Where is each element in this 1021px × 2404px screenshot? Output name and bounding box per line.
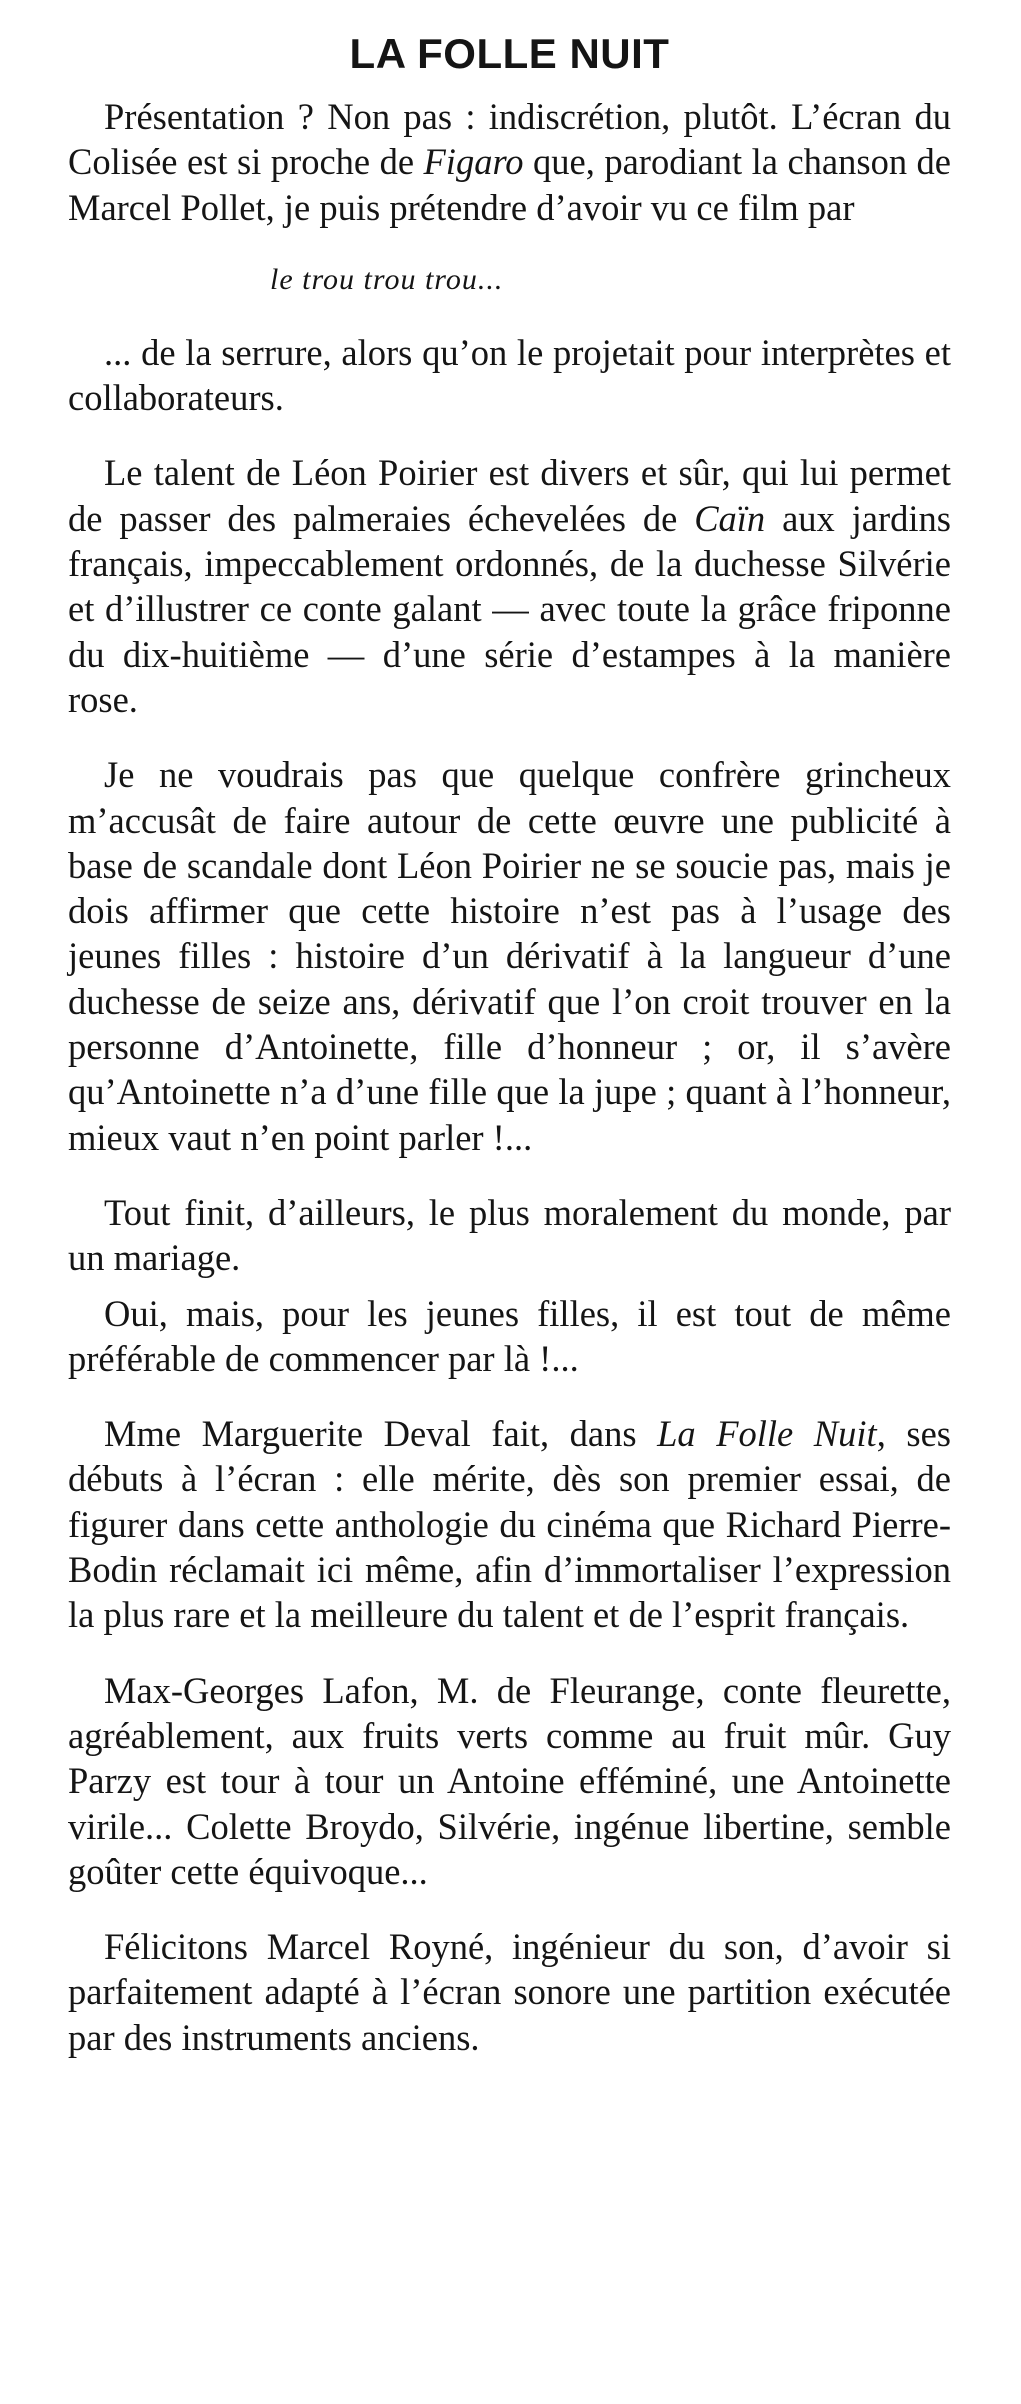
- paragraph-jeunes-filles: Oui, mais, pour les jeunes filles, il est tout de même préférable de commencer par là !...: [68, 1292, 951, 1379]
- paragraph-deval: Mme Marguerite Deval fait, dans La Folle Nuit, ses débuts à l’écran : elle mérite, dès son premier essai, de figurer dans cette anthologie du cinéma que Richard Pierre-Bodin réclamait ici même, afin d’immortaliser l’expression la plus rare et la meilleure du talent et de l’esprit français.: [68, 1413, 951, 1636]
- song-verse: le trou trou trou...: [270, 262, 504, 296]
- paragraph-confrere: Je ne voudrais pas que quelque confrère grincheux m’accusât de faire autour de cette œuvre une publicité à base de scandale dont Léon Poirier ne se soucie pas, mais je dois affirmer que cette histoire n’est pas à l’usage des jeunes filles : histoire d’un dérivatif à la langueur d’une duchesse de seize ans, dérivatif que l’on croit trouver en la personne d’Antoinette, fille d’honneur ; or, il s’avère qu’Antoinette n’a d’une fille que la jupe ; quant à l’honneur, mieux vaut n’en point parler !...: [68, 754, 951, 1158]
- paragraph-talent: Le talent de Léon Poirier est divers et sûr, qui lui permet de passer des palmeraies échevelées de Caïn aux jardins français, impeccablement ordonnés, de la duchesse Silvérie et d’illustrer ce conte galant — avec toute la grâce friponne du dix-huitième — d’une série d’estampes à la manière rose.: [68, 452, 951, 720]
- paragraph-serrure: ... de la serrure, alors qu’on le projetait pour interprètes et collaborateurs.: [68, 331, 951, 419]
- paragraph-mariage: Tout finit, d’ailleurs, le plus moralement du monde, par un mariage.: [68, 1191, 951, 1279]
- article-title: LA FOLLE NUIT: [349, 30, 670, 77]
- paragraph-royne: Félicitons Marcel Royné, ingénieur du son, d’avoir si parfaitement adapté à l’écran sonore une partition exécutée par des instruments anciens.: [68, 1926, 951, 2058]
- paragraph-presentation: Présentation ? Non pas : indiscrétion, plutôt. L’écran du Colisée est si proche de Figaro que, parodiant la chanson de Marcel Pollet, je puis prétendre d’avoir vu ce film par: [68, 96, 951, 228]
- paragraph-lafon: Max-Georges Lafon, M. de Fleurange, conte fleurette, agréablement, aux fruits verts comme au fruit mûr. Guy Parzy est tour à tour un Antoine efféminé, une Antoinette virile... Colette Broydo, Silvérie, ingénue libertine, semble goûter cette équivoque...: [68, 1669, 951, 1892]
